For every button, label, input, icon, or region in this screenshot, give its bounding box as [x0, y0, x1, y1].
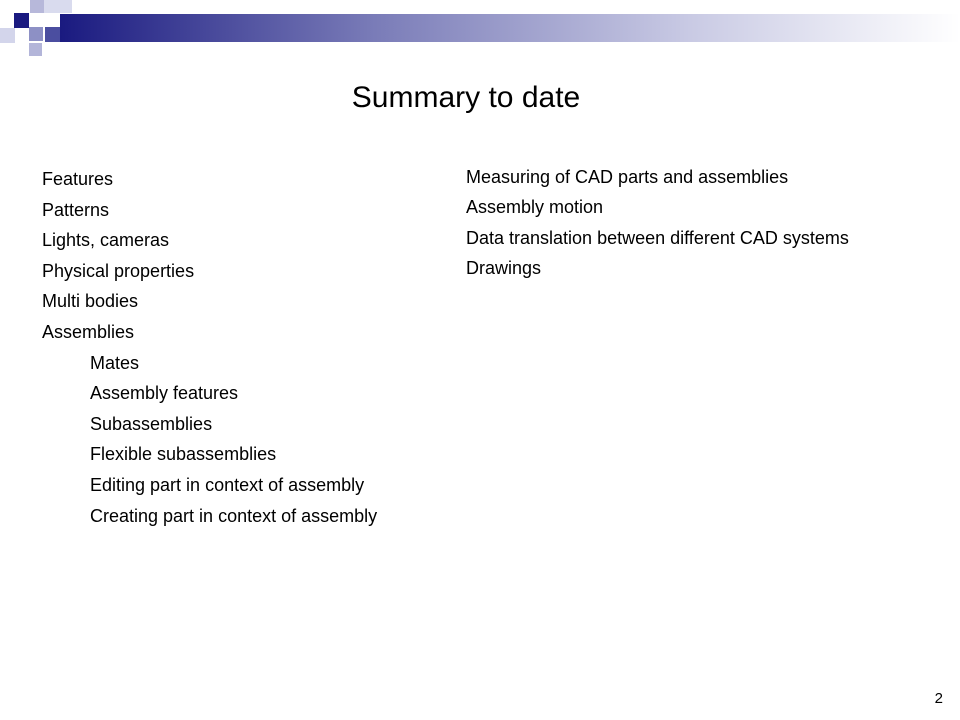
header-decoration: [0, 0, 960, 60]
list-item: Measuring of CAD parts and assemblies: [466, 167, 789, 187]
sub-list-item: Subassemblies: [90, 413, 213, 434]
sub-list-item: Assembly features: [90, 383, 239, 404]
decor-square: [45, 27, 60, 42]
list-item: Features: [42, 169, 114, 189]
sub-list-item: Flexible subassemblies: [90, 444, 277, 465]
slide-number: 2: [934, 690, 943, 707]
list-item: Data translation between different CAD systems: [466, 227, 849, 248]
decor-square: [44, 0, 72, 13]
sub-list-item: Editing part in context of assembly: [90, 474, 365, 495]
list-item: Assemblies: [42, 321, 135, 342]
list-item: Assembly motion: [466, 197, 604, 218]
decor-square: [29, 43, 42, 56]
decor-square: [30, 0, 44, 13]
decor-square: [29, 27, 43, 41]
list-item: Lights, cameras: [42, 230, 170, 251]
list-item: Drawings: [466, 257, 542, 278]
decor-square: [14, 13, 29, 28]
right-bullet-list: [466, 167, 849, 288]
list-item: Physical properties: [42, 260, 195, 281]
slide-title: Summary to date: [351, 81, 581, 114]
sub-list-item: Creating part in context of assembly: [90, 505, 378, 526]
list-item: Patterns: [42, 199, 110, 220]
sub-list-item: Mates: [90, 352, 140, 373]
header-gradient-bar: [60, 14, 960, 42]
decor-square: [0, 28, 15, 43]
left-bullet-list: [42, 169, 377, 536]
list-item: Multi bodies: [42, 291, 139, 312]
